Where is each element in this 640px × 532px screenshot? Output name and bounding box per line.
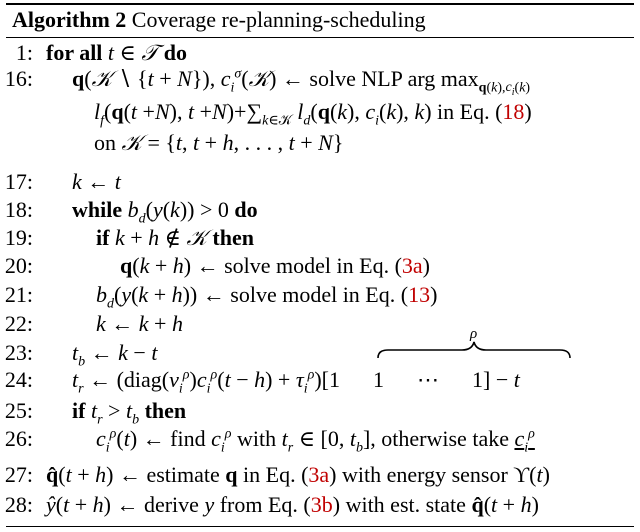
line-code: k ← t bbox=[72, 169, 121, 194]
line-number: 18: bbox=[4, 197, 33, 222]
line-number: 1: bbox=[15, 40, 33, 65]
algorithm-caption bbox=[12, 7, 426, 33]
line-number: 20: bbox=[4, 253, 33, 278]
line-number: 19: bbox=[4, 225, 33, 250]
line-number: 17: bbox=[4, 169, 33, 194]
eq-ref-3b[interactable]: 3b bbox=[310, 492, 333, 517]
caption-rule bbox=[6, 37, 634, 38]
ones-vector: 1 1 ⋯ 1 bbox=[329, 367, 483, 392]
algorithm-title: Coverage re-planning-scheduling bbox=[131, 7, 426, 32]
line-number: 25: bbox=[4, 398, 33, 423]
solve-model-text: solve model in Eq. bbox=[230, 282, 396, 307]
line-code: for all t ∈ 𝒯 do bbox=[46, 40, 187, 65]
kw-if: if bbox=[72, 398, 86, 423]
with-text: with bbox=[237, 426, 277, 451]
on-text: on bbox=[94, 130, 116, 155]
find-text: find bbox=[170, 426, 206, 451]
kw-do: do bbox=[163, 40, 187, 65]
kw-then: then bbox=[212, 225, 254, 250]
line-code: $t_b$ ← k − t bbox=[72, 340, 158, 370]
bottom-rule bbox=[6, 526, 634, 527]
otherwise-take-text: otherwise take bbox=[381, 426, 509, 451]
line-code: q̂(t + h) ← estimate q in Eq. (3a) with energy sensor ϒ(t) bbox=[46, 462, 550, 487]
estimate-text: estimate bbox=[146, 462, 220, 487]
line-code: $t_r$ ← $(diag(\nu_i^\rho)c_i^\rho(t - h) + \tau_i^\rho)[1$ 1 ⋯ 1] − t bbox=[72, 367, 520, 397]
diag-text: diag bbox=[123, 367, 162, 392]
line-code: while $b_d(y(k)) > 0$ do bbox=[72, 197, 258, 227]
eq-ref-18[interactable]: 18 bbox=[502, 99, 525, 124]
kw-do: do bbox=[234, 197, 258, 222]
algorithm-label: Algorithm 2 bbox=[12, 7, 127, 32]
kw-for-all: for all bbox=[46, 40, 103, 65]
solve-nlp-text: solve NLP arg max bbox=[309, 66, 479, 91]
line-code: k ← k + h bbox=[96, 311, 183, 336]
line-number: 21: bbox=[4, 282, 33, 307]
derive-text: derive bbox=[143, 492, 199, 517]
line-code: $c_i^\rho(t)$ ← find $c_i^\rho$ with $t_r$ ∈ [0, $t_b$], otherwise take $c_i^\rho$ bbox=[96, 426, 535, 456]
line-code: $b_d(y(k + h))$ ← solve model in Eq. (13) bbox=[96, 282, 438, 312]
eq-ref-13[interactable]: 13 bbox=[408, 282, 431, 307]
overbrace-label: ρ bbox=[470, 326, 478, 342]
kw-then: then bbox=[144, 398, 187, 423]
line-number: 16: bbox=[4, 66, 33, 91]
with-energy-sensor-text: with energy sensor bbox=[342, 462, 508, 487]
line-number: 27: bbox=[4, 462, 33, 487]
kw-if: if bbox=[96, 225, 110, 250]
line-code: if $t_r > t_b$ then bbox=[72, 398, 187, 428]
line-number: 23: bbox=[4, 340, 33, 365]
solve-model-text: solve model in Eq. bbox=[224, 253, 390, 278]
in-eq-text: in Eq. bbox=[243, 462, 296, 487]
line-code: q(k + h) ← solve model in Eq. (3a) bbox=[120, 253, 430, 278]
line-code: $l_f(q(t +N)$, $t +N)+\sum_{k\in 𝒦}$ $l_d(q(k)$, $c_i(k)$, k) in Eq. (18) bbox=[94, 99, 532, 129]
with-est-state-text: with est. state bbox=[345, 492, 466, 517]
line-number: 24: bbox=[4, 367, 33, 392]
eq-ref-3a[interactable]: 3a bbox=[308, 462, 330, 487]
line-number: 28: bbox=[4, 492, 33, 517]
line-code: ŷ(t + h) ← derive y from Eq. (3b) with est. state q̂(t + h) bbox=[46, 492, 539, 517]
from-eq-text: from Eq. bbox=[219, 492, 298, 517]
line-code: q(𝒦 ∖ {t + N}), $c_i^\sigma(𝒦)$ ← solve NLP arg $\max_{q(k),c_i(k)}$ bbox=[72, 66, 531, 99]
line-number: 26: bbox=[4, 426, 33, 451]
line-code: if k + h ∉ 𝒦 then bbox=[96, 225, 254, 250]
top-rule bbox=[6, 3, 634, 5]
eq-ref-3a[interactable]: 3a bbox=[401, 253, 423, 278]
line-code: on 𝒦 = {t, t + h, . . . , t + N} bbox=[94, 130, 344, 155]
kw-while: while bbox=[72, 197, 123, 222]
in-eq-text: in Eq. bbox=[437, 99, 490, 124]
line-number: 22: bbox=[4, 311, 33, 336]
